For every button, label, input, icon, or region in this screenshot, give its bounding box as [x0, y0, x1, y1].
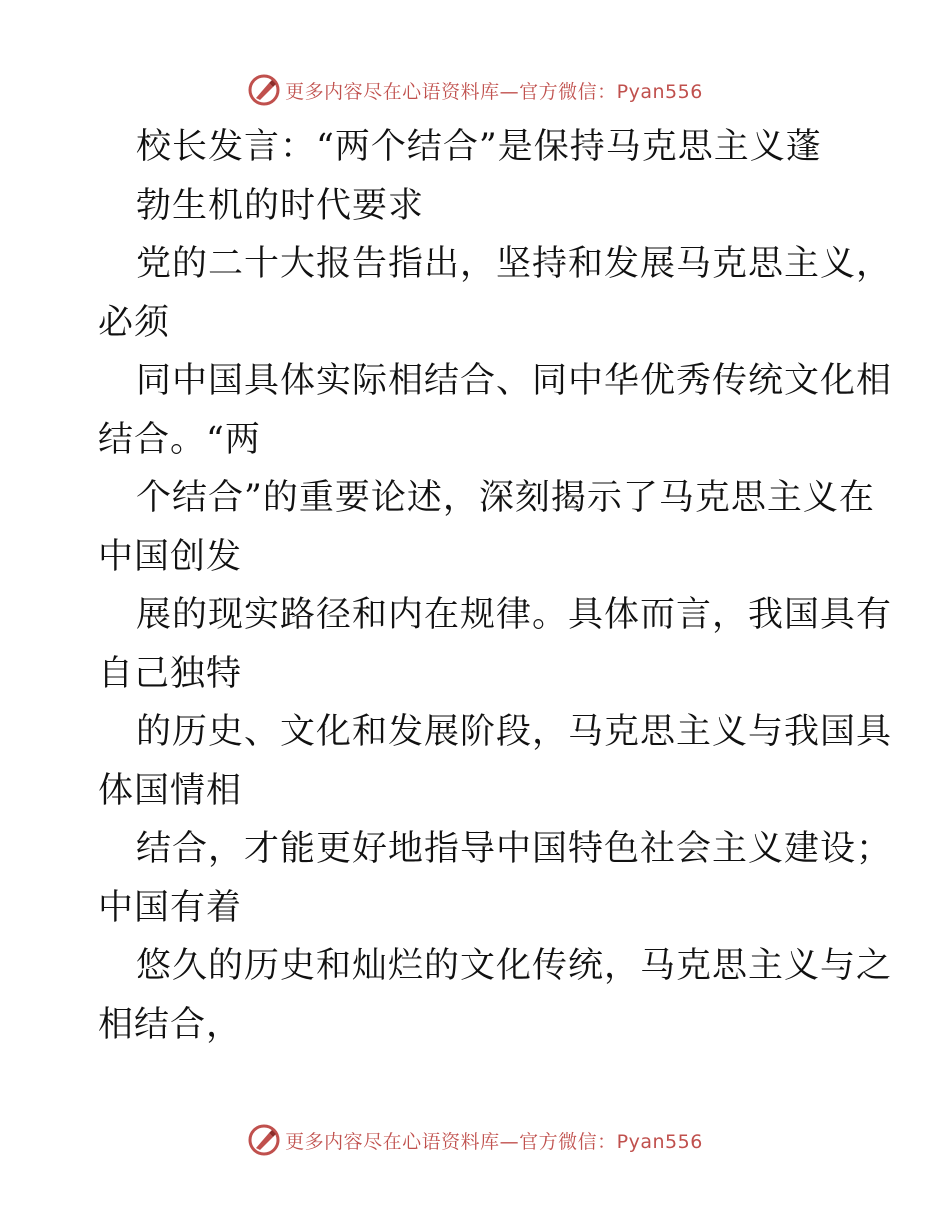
doc-line: 党的二十大报告指出，坚持和发展马克思主义， [136, 244, 893, 284]
doc-line: 个结合”的重要论述，深刻揭示了马克思主义在 [136, 478, 875, 518]
doc-line: 结合。“两 [98, 419, 261, 460]
doc-line: 校长发言：“两个结合”是保持马克思主义蓬 [136, 127, 822, 167]
doc-line: 悠久的历史和灿烂的文化传统，马克思主义与之 [136, 946, 893, 986]
doc-line: 展的现实路径和内在规律。具体而言，我国具有 [136, 595, 893, 635]
pen-logo-icon [247, 73, 281, 107]
doc-line: 中国创发 [98, 536, 243, 577]
footer-banner [0, 1120, 950, 1160]
header-banner-text: 更多内容尽在心语资料库—官方微信：Pyan556 [285, 80, 703, 103]
doc-line: 同中国具体实际相结合、同中华优秀传统文化相 [136, 361, 893, 401]
header-banner [0, 70, 950, 110]
doc-line: 相结合， [98, 1004, 243, 1045]
doc-line: 体国情相 [98, 770, 243, 811]
doc-line: 必须 [98, 302, 171, 343]
doc-line: 自己独特 [98, 653, 243, 694]
document-body [98, 118, 893, 1054]
footer-banner-text: 更多内容尽在心语资料库—官方微信：Pyan556 [285, 1130, 703, 1153]
doc-line: 中国有着 [98, 887, 243, 928]
doc-line: 的历史、文化和发展阶段，马克思主义与我国具 [136, 712, 893, 752]
pen-logo-icon [247, 1123, 281, 1157]
doc-line: 勃生机的时代要求 [136, 185, 425, 226]
doc-line: 结合，才能更好地指导中国特色社会主义建设； [136, 829, 893, 869]
